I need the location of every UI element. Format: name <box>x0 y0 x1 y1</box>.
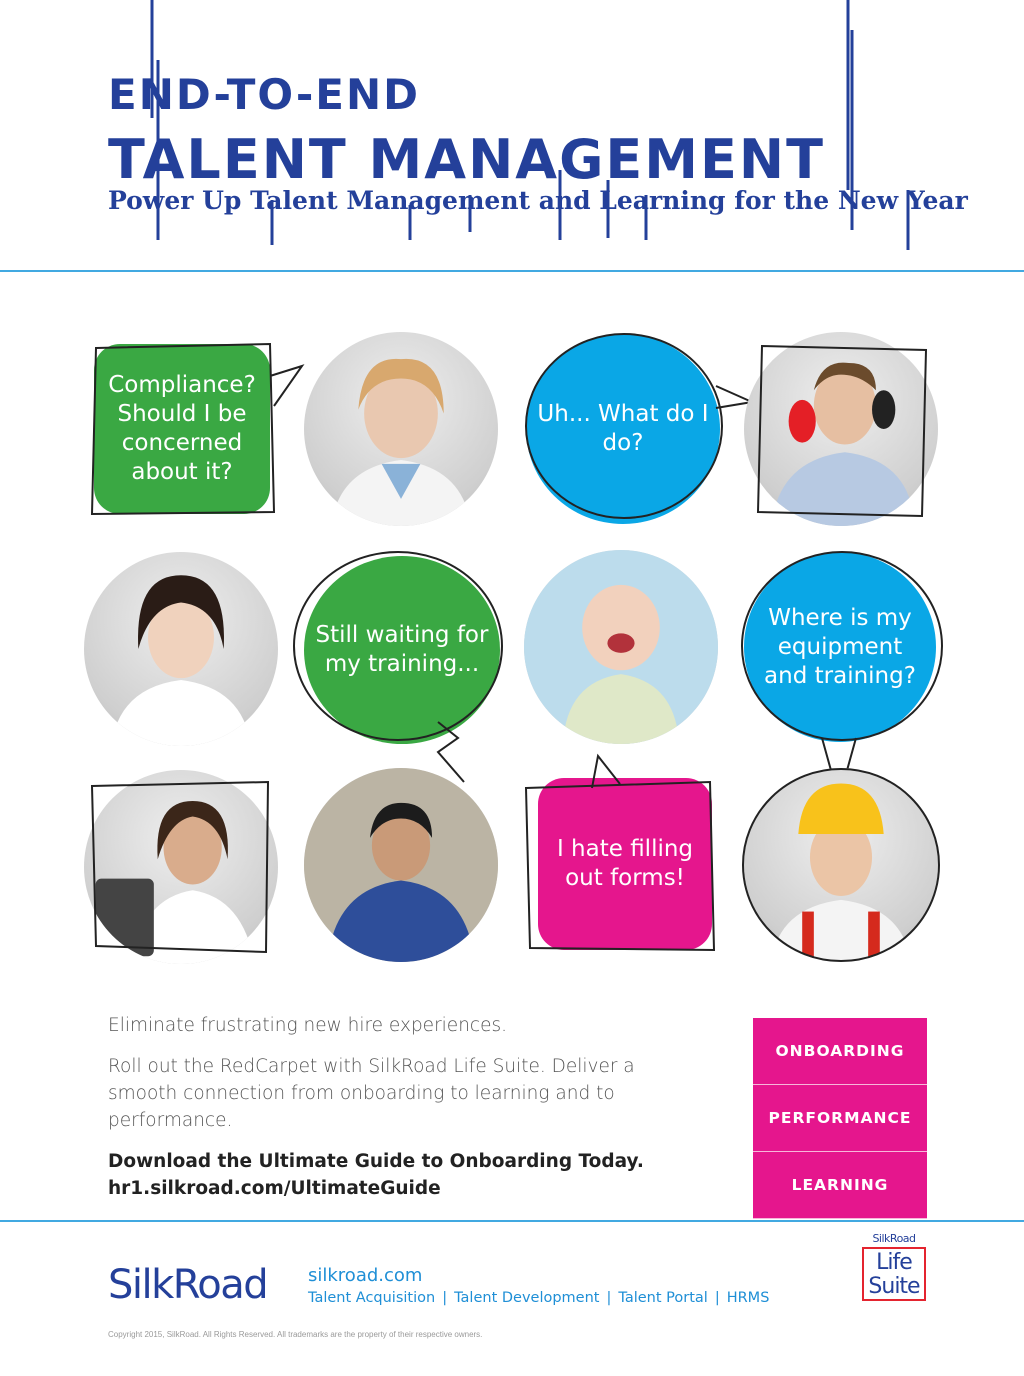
footer-url-link[interactable]: silkroad.com <box>308 1265 423 1286</box>
worried-woman-portrait-icon <box>84 552 278 746</box>
bubble-text: Still waiting for my training... <box>315 622 489 677</box>
doctor-portrait <box>304 332 498 526</box>
footer-divider <box>0 1220 1024 1222</box>
life-suite-box <box>862 1247 926 1301</box>
speech-bubble-compliance <box>94 344 270 514</box>
product-menu <box>753 1018 927 1219</box>
construction-worker-portrait-icon <box>744 768 938 962</box>
bubble-text: Compliance? Should I be concerned about it? <box>108 372 256 485</box>
silkroad-logo[interactable]: SilkRoad <box>108 1262 268 1308</box>
header <box>0 0 1024 270</box>
footer-separator: | <box>606 1290 612 1306</box>
footer-link-talent-portal[interactable]: Talent Portal <box>618 1290 708 1306</box>
stressed-man-phones-portrait-icon <box>744 332 938 526</box>
menu-item-performance[interactable]: PERFORMANCE <box>753 1085 927 1152</box>
copyright-notice: Copyright 2015, SilkRoad. All Rights Reserved. All trademarks are the property of their respective owners. <box>108 1330 483 1339</box>
title-line-2: TALENT MANAGEMENT <box>108 128 825 191</box>
header-divider <box>0 270 1024 272</box>
footer-link-talent-development[interactable]: Talent Development <box>454 1290 600 1306</box>
menu-item-onboarding[interactable]: ONBOARDING <box>753 1018 927 1085</box>
body-copy <box>108 1012 708 1202</box>
title-line-1: END-TO-END <box>108 70 421 119</box>
worried-woman-portrait <box>84 552 278 746</box>
bubble-text: Uh... What do I do? <box>537 401 709 456</box>
menu-item-learning[interactable]: LEARNING <box>753 1152 927 1219</box>
crying-baby-portrait-icon <box>524 550 718 744</box>
subtitle: Power Up Talent Management and Learning for the New Year <box>108 186 968 215</box>
footer-link-hrms[interactable]: HRMS <box>726 1290 770 1306</box>
speech-bubble-what-do-i-do <box>526 334 720 524</box>
speech-bubble-hate-forms <box>538 778 712 950</box>
tired-woman-laptop-portrait <box>84 770 278 964</box>
footer-link-talent-acquisition[interactable]: Talent Acquisition <box>308 1290 436 1306</box>
tired-woman-laptop-portrait-icon <box>84 770 278 964</box>
footer-links <box>308 1290 769 1306</box>
body-line-1: Eliminate frustrating new hire experiences. <box>108 1015 507 1036</box>
bored-worker-portrait <box>304 768 498 962</box>
bubble-text: Where is my equipment and training? <box>764 604 916 689</box>
bubble-text: I hate filling out forms! <box>556 836 694 891</box>
life-suite-logo <box>862 1232 926 1301</box>
life-suite-brand: SilkRoad <box>872 1232 916 1245</box>
stressed-man-phones-portrait <box>744 332 938 526</box>
body-line-2: Roll out the RedCarpet with SilkRoad Life Suite. Deliver a smooth connection from onboarding to learning and to performance. <box>108 1056 635 1131</box>
cta-text: Download the Ultimate Guide to Onboarding Today. <box>108 1151 644 1172</box>
speech-bubble-equipment-training <box>744 552 936 742</box>
construction-worker-portrait <box>744 768 938 962</box>
life-suite-line-2: Suite <box>868 1274 920 1299</box>
bored-worker-portrait-icon <box>304 768 498 962</box>
footer-separator: | <box>714 1290 720 1306</box>
crying-baby-portrait <box>524 550 718 744</box>
footer-separator: | <box>442 1290 448 1306</box>
doctor-portrait-icon <box>304 332 498 526</box>
life-suite-line-1: Life <box>876 1250 912 1275</box>
speech-bubble-still-waiting <box>304 556 500 744</box>
cta-url-link[interactable]: hr1.silkroad.com/UltimateGuide <box>108 1178 441 1199</box>
